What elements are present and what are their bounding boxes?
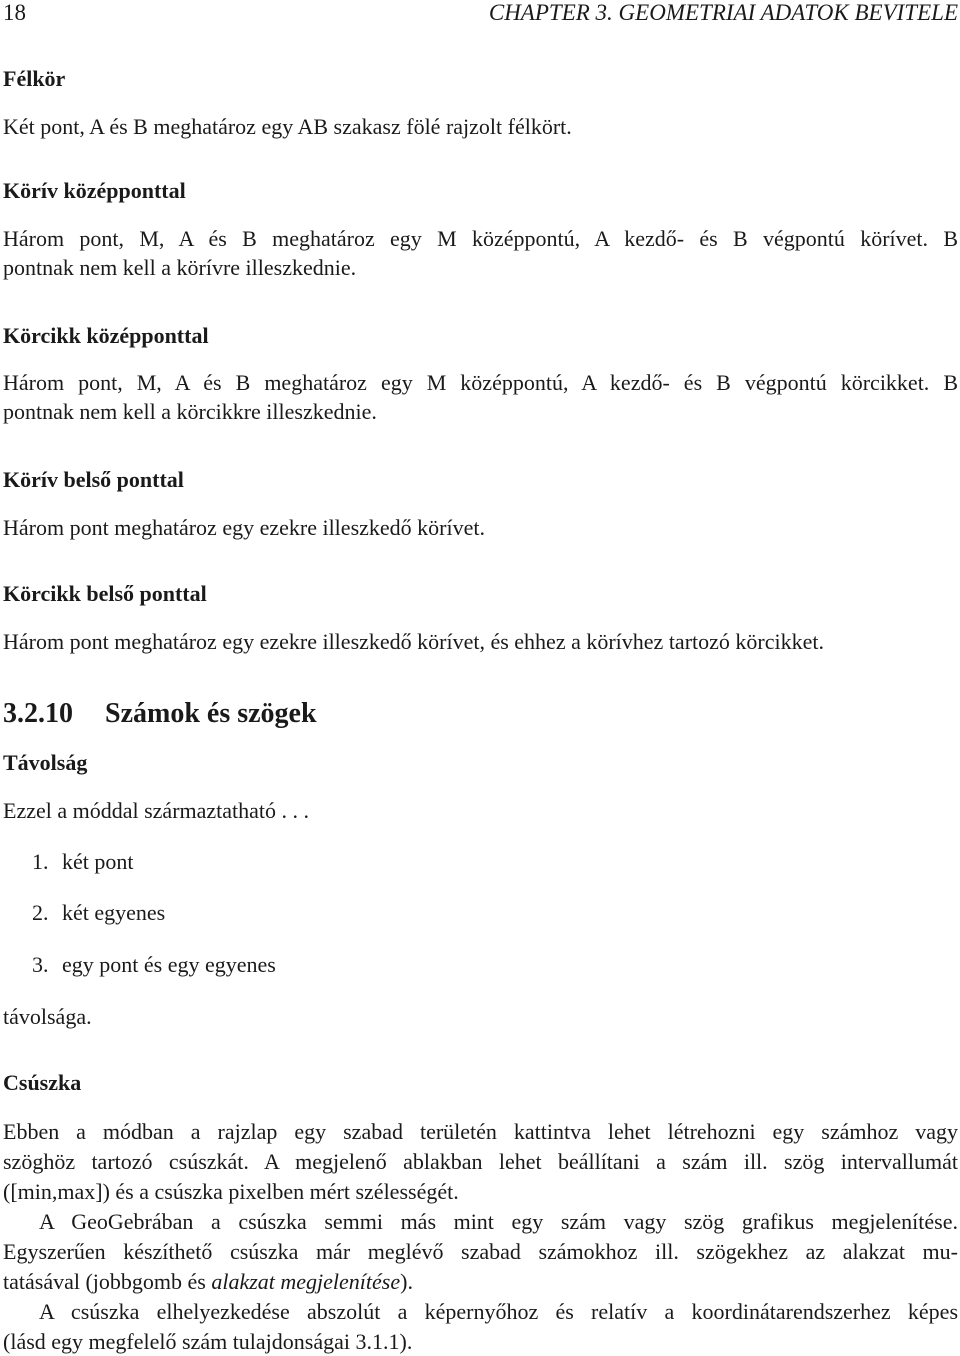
- text-csuszka-p2-line1: A GeoGebrában a csúszka semmi más mint egy szám vagy szög grafikus megjelenítése.: [39, 1209, 958, 1234]
- text-csuszka-p3-line1: A csúszka elhelyezkedése abszolút a képernyőhoz és relatív a koordinátarendszerhez képes: [39, 1299, 958, 1324]
- heading-tavolsag: Távolság: [3, 750, 88, 775]
- italic-menu-label: alakzat megjelenítése: [211, 1269, 401, 1294]
- text-csuszka-p1-line2: szöghöz tartozó csúszkát. A megjelenő ablakban lehet beállítani a szám ill. szög intervallumát: [3, 1149, 958, 1174]
- list-item: [32, 900, 165, 926]
- text-korcikk-kozepponttal-line1: Három pont, M, A és B meghatároz egy M középpontú, A kezdő- és B végpontú körcikket. B: [3, 370, 958, 395]
- list-item-number: 3.: [32, 952, 49, 977]
- text-tavolsag-outro: távolsága.: [3, 1004, 92, 1029]
- list-item-text: két pont: [62, 849, 134, 874]
- text-csuszka-p2-line2: Egyszerűen készíthető csúszka már meglévő szabad számokhoz ill. szögekhez az alakzat mu-: [3, 1239, 958, 1264]
- text-csuszka-p2-line3-end: ).: [400, 1269, 413, 1294]
- text-csuszka-p1-line3: ([min,max]) és a csúszka pixelben mért szélességét.: [3, 1179, 459, 1204]
- text-felkor: Két pont, A és B meghatároz egy AB szakasz fölé rajzolt félkört.: [3, 114, 572, 139]
- list-item: [32, 952, 276, 978]
- page-header: [3, 0, 958, 26]
- text-koriv-kozepponttal-line2: pontnak nem kell a körívre illeszkednie.: [3, 255, 357, 280]
- section-title: Számok és szögek: [105, 698, 317, 729]
- text-csuszka-p2-line3: [3, 1267, 958, 1296]
- running-title: CHAPTER 3. GEOMETRIAI ADATOK BEVITELE: [488, 0, 958, 25]
- text-csuszka-p1-line1: Ebben a módban a rajzlap egy szabad területén kattintva lehet létrehozni egy számhoz vagy: [3, 1119, 958, 1144]
- list-item-text: két egyenes: [62, 900, 166, 925]
- text-tavolsag-intro: Ezzel a móddal származtatható . . .: [3, 798, 310, 823]
- list-item-text: egy pont és egy egyenes: [62, 952, 276, 977]
- heading-korcikk-belso-ponttal: Körcikk belső ponttal: [3, 581, 207, 606]
- text-koriv-belso-ponttal: Három pont meghatároz egy ezekre illeszkedő körívet.: [3, 515, 485, 540]
- text-korcikk-belso-ponttal: Három pont meghatároz egy ezekre illeszkedő körívet, és ehhez a körívhez tartozó körcikket.: [3, 629, 824, 654]
- heading-felkor: Félkör: [3, 66, 66, 91]
- section-heading: [3, 698, 317, 730]
- text-csuszka-p3-line2: (lásd egy megfelelő szám tulajdonságai 3.1.1).: [3, 1329, 413, 1354]
- list-item-number: 2.: [32, 900, 49, 925]
- list-item: [32, 849, 134, 875]
- heading-koriv-belso-ponttal: Körív belső ponttal: [3, 467, 184, 492]
- section-number: 3.2.10: [3, 698, 73, 729]
- text-koriv-kozepponttal-line1: Három pont, M, A és B meghatároz egy M középpontú, A kezdő- és B végpontú körívet. B: [3, 226, 958, 251]
- text-csuszka-p2-line3-start: tatásával (jobbgomb és: [3, 1269, 212, 1294]
- heading-koriv-kozepponttal: Körív középponttal: [3, 178, 186, 203]
- page-number: 18: [3, 0, 26, 25]
- list-item-number: 1.: [32, 849, 49, 874]
- heading-korcikk-kozepponttal: Körcikk középponttal: [3, 323, 209, 348]
- text-korcikk-kozepponttal-line2: pontnak nem kell a körcikkre illeszkednie.: [3, 399, 377, 424]
- heading-csuszka: Csúszka: [3, 1070, 82, 1095]
